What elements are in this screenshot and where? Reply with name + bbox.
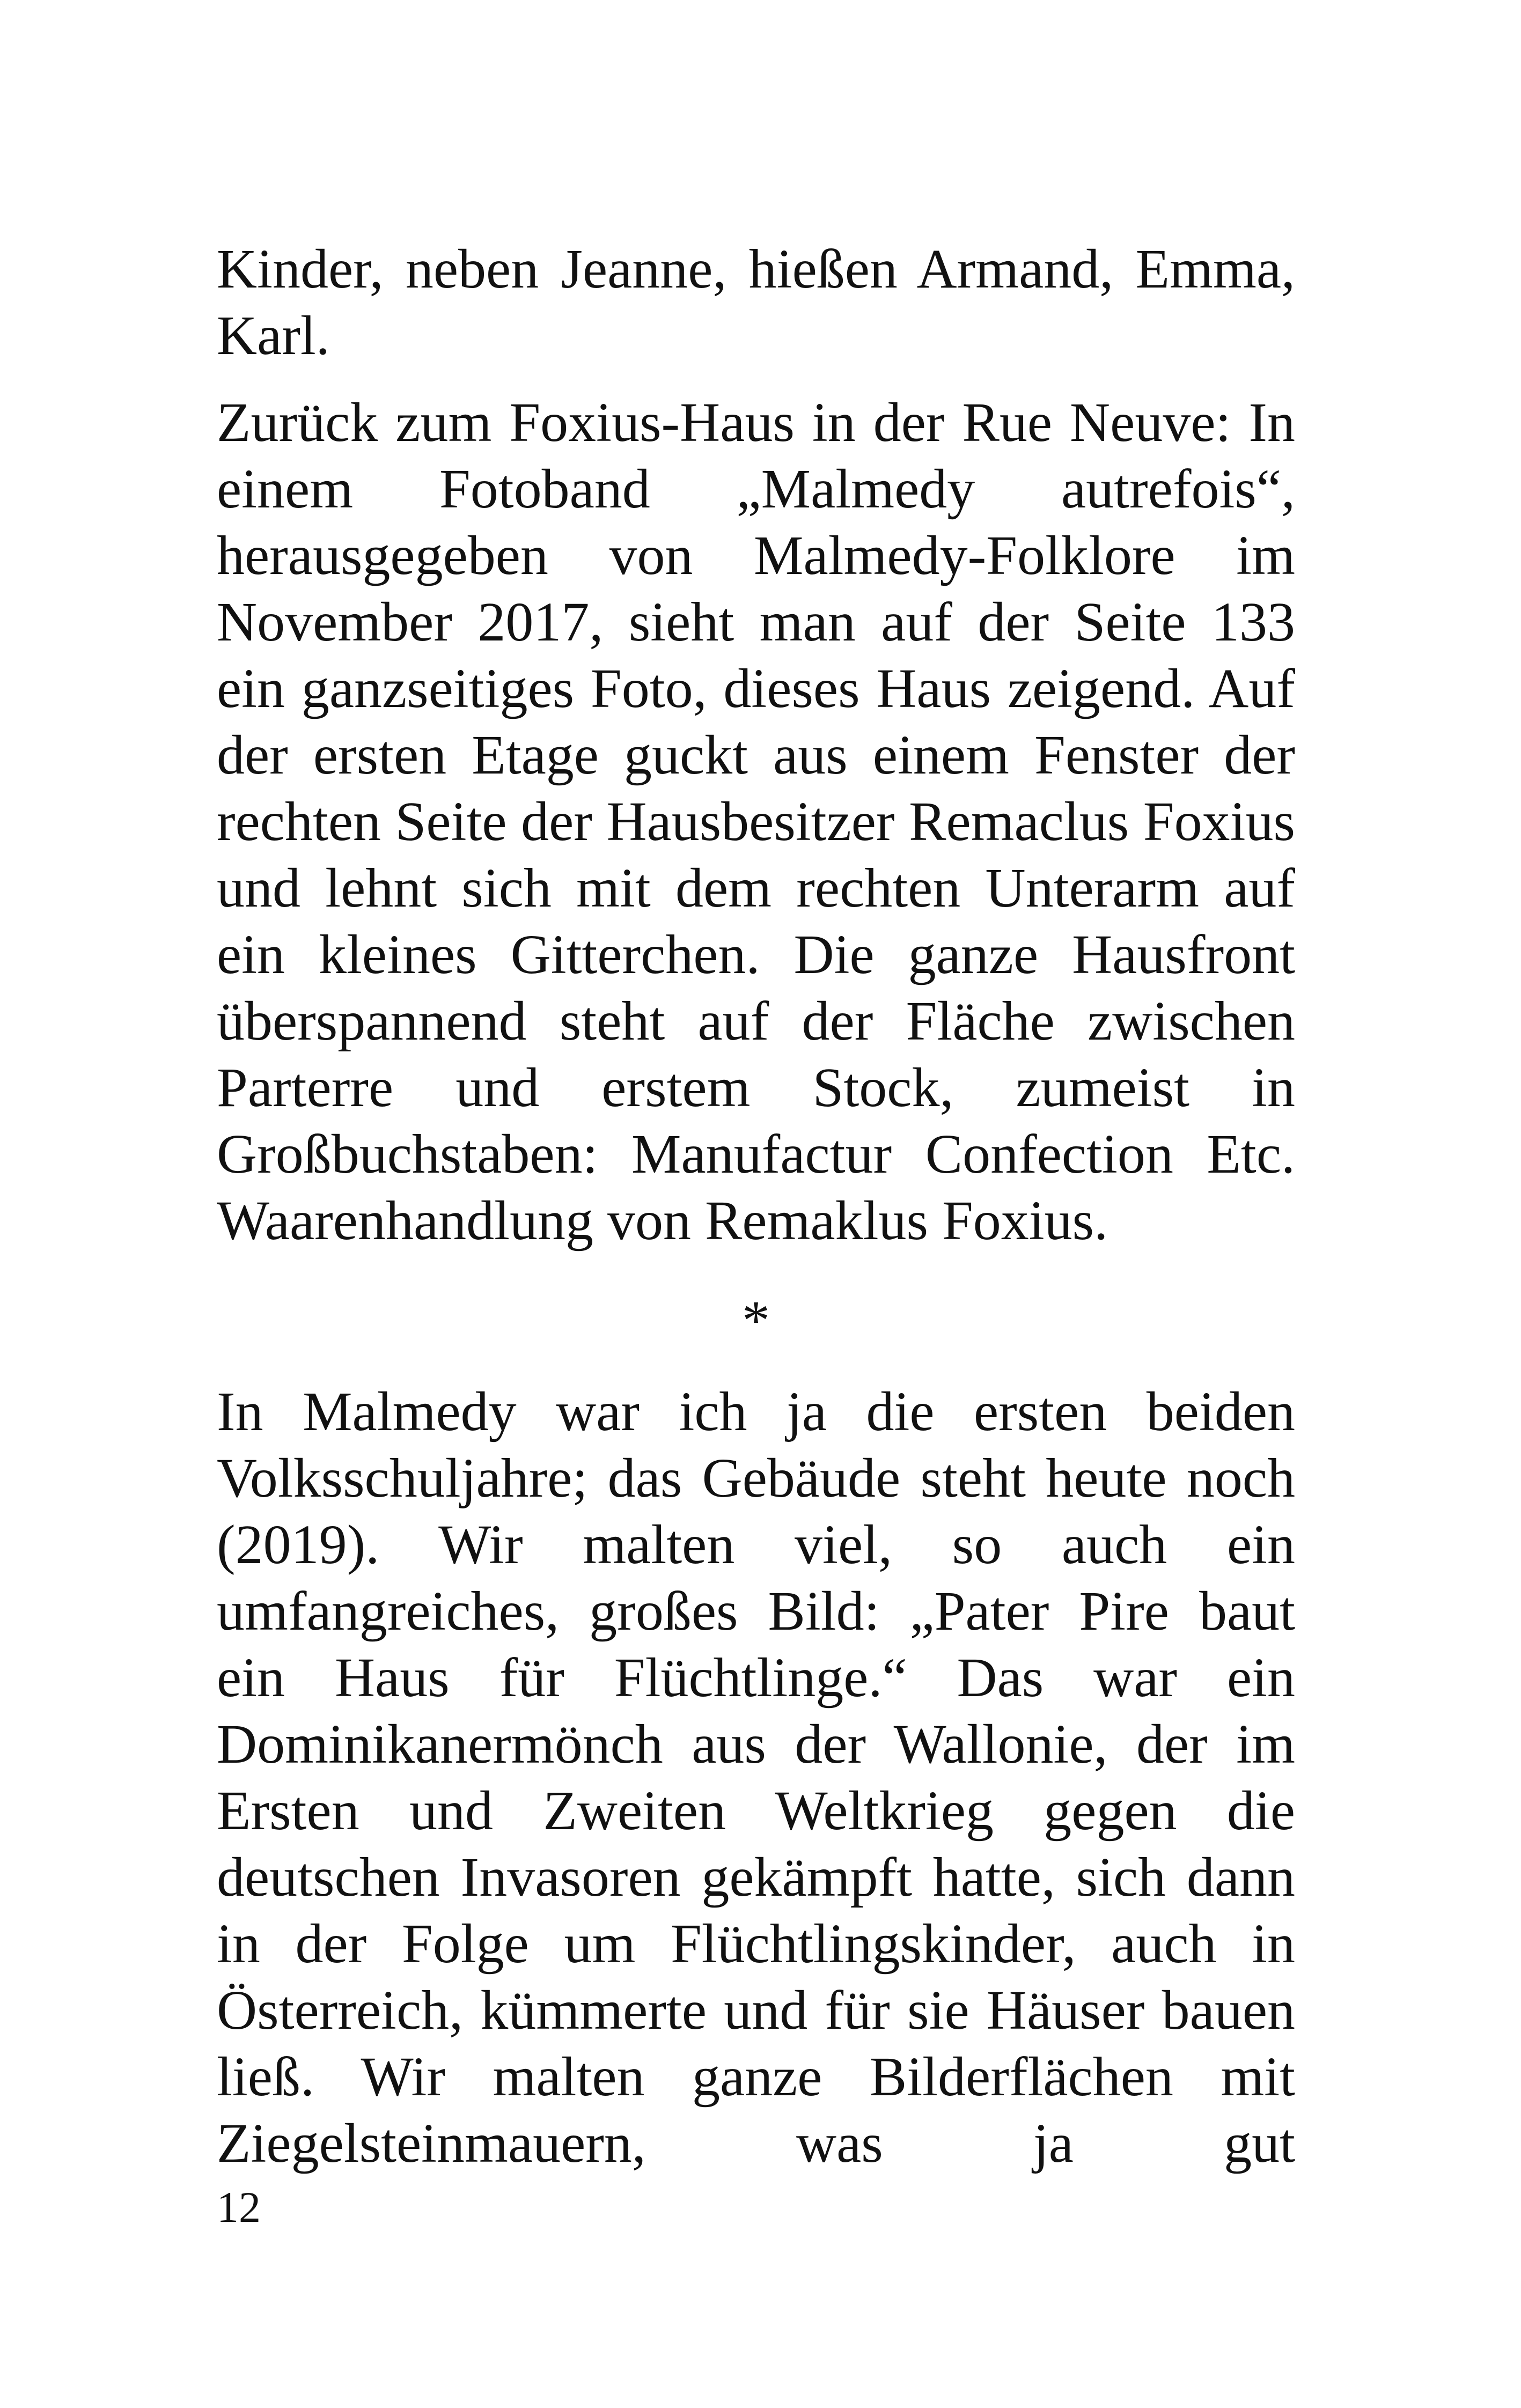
paragraph-foxius-house: Zurück zum Foxius-Haus in der Rue Neuve: In einem Fotoband „Malmedy autrefois“, herausgegeben von Malmedy-Folklore im November 2017, sieht man auf der Seite 133 ein ganzseitiges Foto, dieses Haus zeigend. Auf der ersten Etage guckt aus einem Fenster der rechten Seite der Hausbesitzer Remaclus Foxius und lehnt sich mit dem rechten Unterarm auf ein kleines Gitterchen. Die ganze Hausfront überspannend steht auf der Fläche zwischen Parterre und erstem Stock, zumeist in Großbuchstaben: Manufactur Confection Etc. Waarenhandlung von Remaklus Foxius. [217, 392, 1295, 1251]
page-number: 12 [217, 2183, 261, 2232]
body-text-top [217, 236, 1295, 1254]
paragraph-malmedy-school: In Malmedy war ich ja die ersten beiden Volksschuljahre; das Gebäude steht heute noch (2019). Wir malten viel, so auch ein umfangreiches, großes Bild: „Pater Pire baut ein Haus für Flüchtlinge.“ Das war ein Dominikanermönch aus der Wallonie, der im Ersten und Zweiten Weltkrieg gegen die deutschen Invasoren gekämpft hatte, sich dann in der Folge um Flüchtlingskinder, auch in Österreich, kümmerte und für sie Häuser bauen ließ. Wir malten ganze Bilderflächen mit Ziegelsteinmauern, was ja gut [217, 1381, 1295, 2174]
section-separator: * [742, 1290, 770, 1351]
paragraph-children-names: Kinder, neben Jeanne, hießen Armand, Emma, Karl. [217, 238, 1295, 366]
body-text-bottom [217, 1379, 1295, 2177]
